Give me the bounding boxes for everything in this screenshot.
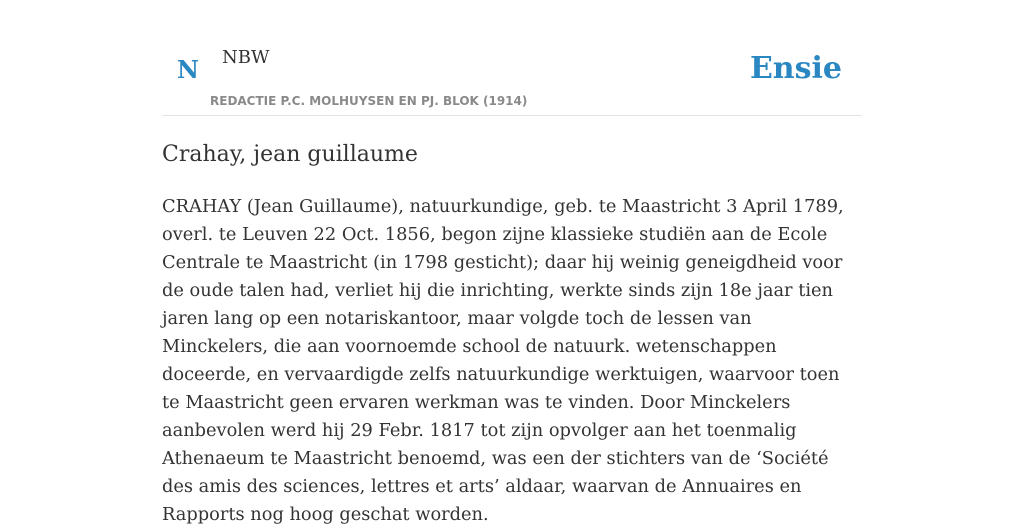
source-logo-icon[interactable]: N <box>177 55 199 84</box>
ensie-logo-link[interactable]: Ensie <box>749 51 842 86</box>
source-subtitle: REDACTIE P.C. MOLHUYSEN EN PJ. BLOK (1914) <box>210 94 528 108</box>
article-body: CRAHAY (Jean Guillaume), natuurkundige, geb. te Maastricht 3 April 1789, overl. te Leuven 22 Oct. 1856, begon zijne klassieke studiën aan de Ecole Centrale te Maastricht (in 1798 gesticht); daar hij weinig geneigdheid voor de oude talen had, verliet hij die inrichting, werkte sinds zijn 18e jaar tien jaren lang op een notariskantoor, maar volgde toch de lessen van Minckelers, die aan voornoemde school de natuurk. wetenschappen doceerde, en vervaardigde zelfs natuurkundige werktuigen, waarvoor toen te Maastricht geen ervaren werkman was te vinden. Door Minckelers aanbevolen werd hij 29 Febr. 1817 tot zijn opvolger aan het toenmalig Athenaeum te Maastricht benoemd, was een der stichters van de ‘Société des amis des sciences, lettres et arts’ aldaar, waarvan de Annuaires en Rapports nog hoog geschat worden. <box>162 196 844 525</box>
article-title: Crahay, jean guillaume <box>162 142 418 167</box>
source-name-link[interactable]: NBW <box>222 47 270 68</box>
source-header <box>162 0 862 116</box>
